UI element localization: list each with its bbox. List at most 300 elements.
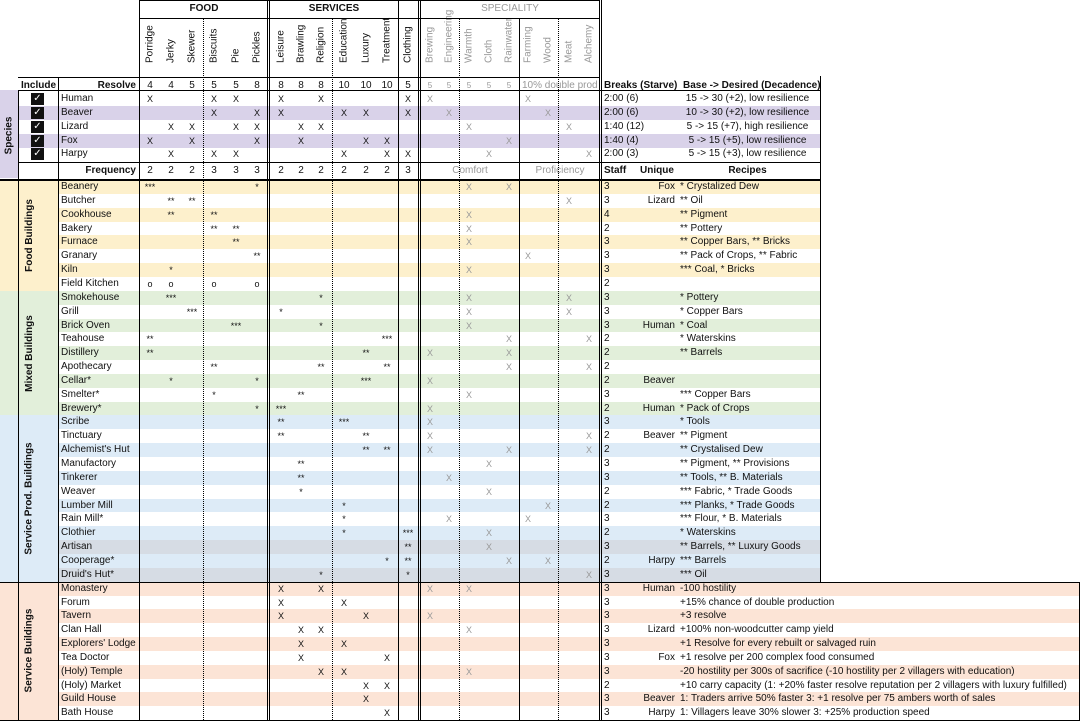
building-name: Smelter*	[61, 388, 100, 400]
grid-line	[418, 0, 421, 720]
building-name: Kiln	[61, 264, 78, 276]
building-speciality-mark: X	[524, 514, 531, 525]
species-desired: 5 -> 15 (+7), high resilience	[686, 120, 809, 132]
column-header-pickles[interactable]	[247, 18, 267, 74]
building-staff: 3	[604, 388, 610, 400]
building-food-mark: *	[255, 403, 259, 414]
building-recipes: * Pack of Crops	[680, 402, 750, 414]
column-header-label: Brawling	[295, 24, 307, 63]
column-header-clothing[interactable]	[398, 18, 418, 74]
building-food-mark: *	[169, 375, 173, 386]
building-speciality-mark: X	[426, 583, 433, 594]
grid-line	[0, 179, 820, 181]
building-unique: Fox	[658, 181, 675, 192]
building-recipes: *** Flour, * B. Materials	[680, 513, 782, 525]
building-food-mark: *	[212, 389, 216, 400]
column-header-brawling[interactable]	[291, 18, 311, 74]
building-recipes: * Crystalized Dew	[680, 181, 759, 192]
frequency-value: 3	[211, 165, 217, 177]
include-checkbox[interactable]: ✓	[31, 121, 44, 133]
species-food-mark: X	[167, 121, 174, 132]
building-speciality-mark: X	[485, 542, 492, 553]
building-service-mark: **	[297, 389, 305, 400]
building-recipes: -100 hostility	[680, 582, 737, 594]
column-header-warmth[interactable]	[459, 18, 479, 74]
building-service-mark: ***	[381, 334, 393, 345]
building-service-mark: **	[277, 431, 285, 442]
building-staff: 3	[604, 610, 610, 622]
building-recipes: +3 resolve	[680, 610, 727, 622]
building-recipes: ** Barrels, ** Luxury Goods	[680, 541, 801, 553]
building-name: Clan Hall	[61, 624, 102, 636]
column-header-porridge[interactable]	[140, 18, 160, 74]
building-recipes: * Waterskins	[680, 333, 736, 345]
column-header-label: Clothing	[402, 26, 414, 63]
building-food-mark: **	[210, 362, 218, 373]
building-row-band	[0, 596, 1080, 610]
building-staff: 3	[604, 236, 610, 248]
building-unique: Fox	[658, 651, 675, 663]
building-staff: 3	[604, 596, 610, 608]
building-speciality-mark: X	[465, 223, 472, 234]
grid-line	[18, 162, 820, 163]
building-service-mark: *	[299, 486, 303, 497]
building-staff: 3	[604, 707, 610, 719]
building-speciality-mark: X	[465, 306, 472, 317]
building-recipes: * Pottery	[680, 291, 719, 303]
building-staff: 2	[604, 374, 610, 386]
resolve-value: 10	[360, 80, 372, 91]
building-staff: 4	[604, 208, 610, 220]
grid-line	[139, 0, 140, 720]
species-service-mark: X	[297, 135, 304, 146]
resolve-value: 5	[466, 81, 472, 90]
column-header-label: Education	[338, 18, 350, 63]
column-header-label: Leisure	[275, 30, 287, 63]
species-service-mark: X	[317, 121, 324, 132]
resolve-value: 8	[298, 80, 304, 91]
building-name: Granary	[61, 250, 98, 262]
building-speciality-mark: X	[465, 292, 472, 303]
building-speciality-mark: X	[505, 445, 512, 456]
building-food-mark: **	[232, 223, 240, 234]
building-row-band	[0, 637, 1080, 651]
resolve-value: 4	[168, 80, 174, 91]
resolve-value: 5	[446, 81, 452, 90]
column-header-label: Biscuits	[208, 28, 220, 63]
column-header-label: Treatment	[381, 17, 393, 63]
resolve-value: 5	[405, 80, 411, 91]
building-name: Weaver	[61, 485, 96, 497]
column-header-wood[interactable]	[538, 18, 558, 74]
building-recipes: 1: Villagers leave 30% slower 3: +25% production speed	[680, 707, 930, 719]
building-name: Teahouse	[61, 333, 105, 345]
resolve-value: 5	[189, 80, 195, 91]
building-food-mark: o	[168, 278, 174, 289]
column-header-education[interactable]	[334, 18, 354, 74]
frequency-value: 2	[168, 165, 174, 177]
building-recipes: ** Crystalised Dew	[680, 444, 763, 456]
building-row-band	[0, 360, 820, 374]
building-speciality-mark: X	[505, 182, 512, 192]
building-service-mark: **	[362, 431, 370, 442]
resolve-value: 8	[254, 80, 260, 91]
building-food-mark: **	[188, 195, 196, 206]
building-recipes: +10 carry capacity (1: +20% faster resolve reputation per 2 villagers with luxury fulfilled)	[680, 679, 1067, 691]
building-speciality-mark: X	[585, 362, 592, 373]
section-label	[0, 582, 58, 721]
species-speciality-mark: X	[426, 94, 433, 104]
species-service-mark: X	[404, 149, 411, 160]
building-staff: 3	[604, 638, 610, 650]
grid-line	[332, 18, 333, 720]
building-staff: 3	[604, 582, 610, 594]
species-food-mark: X	[210, 107, 217, 118]
building-recipes: ** Tools, ** B. Materials	[680, 471, 783, 483]
building-speciality-mark: X	[565, 292, 572, 303]
building-recipes: ** Pigment	[680, 208, 728, 220]
include-header: Include	[21, 80, 57, 91]
building-recipes: * Copper Bars	[680, 305, 743, 317]
building-staff: 3	[604, 471, 610, 483]
frequency-label: Frequency	[85, 165, 136, 177]
species-food-mark: X	[210, 94, 217, 104]
building-name: Lumber Mill	[61, 499, 113, 511]
building-name: (Holy) Temple	[61, 665, 123, 677]
building-staff: 3	[604, 568, 610, 580]
building-food-mark: **	[210, 223, 218, 234]
building-service-mark: **	[383, 362, 391, 373]
species-breaks: 2:00 (6)	[604, 93, 639, 104]
building-name: Brick Oven	[61, 319, 110, 331]
building-speciality-mark: X	[465, 625, 472, 636]
building-name: Druid's Hut*	[61, 568, 115, 580]
frequency-value: 2	[189, 165, 195, 177]
building-name: Grill	[61, 305, 79, 317]
building-recipes: ** Copper Bars, ** Bricks	[680, 236, 791, 248]
building-speciality-mark: X	[465, 389, 472, 400]
include-checkbox[interactable]: ✓	[31, 93, 44, 105]
building-name: Bath House	[61, 707, 114, 719]
building-staff: 2	[604, 402, 610, 414]
building-service-mark: X	[317, 583, 324, 594]
building-recipes: *** Fabric, * Trade Goods	[680, 485, 793, 497]
species-service-mark: X	[404, 94, 411, 104]
building-service-mark: **	[383, 445, 391, 456]
building-speciality-mark: X	[505, 362, 512, 373]
column-header-rainwater[interactable]	[499, 18, 519, 74]
building-food-mark: **	[232, 237, 240, 248]
column-header-label: Farming	[522, 26, 534, 63]
building-food-mark: *	[169, 265, 173, 276]
species-name: Fox	[61, 134, 78, 146]
species-service-mark: X	[362, 107, 369, 118]
building-speciality-mark: X	[485, 459, 492, 469]
building-service-mark: **	[317, 362, 325, 373]
section-label	[0, 291, 58, 416]
building-staff: 3	[604, 194, 610, 206]
frequency-value: 3	[405, 165, 411, 177]
building-speciality-mark: X	[485, 486, 492, 497]
building-name: Apothecary	[61, 361, 112, 373]
building-service-mark: X	[362, 611, 369, 622]
building-service-mark: *	[385, 555, 389, 566]
building-speciality-mark: X	[544, 555, 551, 566]
species-service-mark: X	[404, 107, 411, 118]
building-food-mark: ***	[144, 182, 156, 192]
building-speciality-mark: X	[465, 265, 472, 276]
species-food-mark: X	[167, 149, 174, 160]
resolve-value: 8	[318, 80, 324, 91]
species-food-mark: X	[253, 135, 260, 146]
grid-line	[459, 18, 460, 720]
building-name: Artisan	[61, 541, 93, 553]
building-speciality-mark: X	[544, 500, 551, 511]
building-staff: 3	[604, 250, 610, 262]
building-speciality-mark: X	[465, 209, 472, 220]
building-recipes: *** Coal, * Bricks	[680, 264, 755, 276]
building-service-mark: X	[277, 611, 284, 622]
building-staff: 2	[604, 527, 610, 539]
building-name: Tinkerer	[61, 471, 98, 483]
base-desired-header: Base -> Desired (Decadence)	[683, 80, 821, 91]
building-speciality-mark: X	[445, 514, 452, 525]
building-food-mark: o	[147, 278, 153, 289]
recipes-header: Recipes	[728, 165, 767, 177]
include-checkbox[interactable]: ✓	[31, 148, 44, 160]
building-recipes: +100% non-woodcutter camp yield	[680, 624, 834, 636]
building-food-mark: **	[146, 348, 154, 359]
building-service-mark: *	[279, 306, 283, 317]
building-name: Tavern	[61, 610, 92, 622]
building-service-mark: X	[362, 694, 369, 705]
grid-line	[820, 76, 821, 582]
species-food-mark: X	[253, 121, 260, 132]
column-header-label: Pickles	[251, 31, 263, 63]
building-speciality-mark: X	[505, 555, 512, 566]
section-label-text: Food Buildings	[23, 199, 35, 272]
building-service-mark: **	[362, 445, 370, 456]
frequency-value: 3	[254, 165, 260, 177]
species-service-mark: X	[383, 135, 390, 146]
include-checkbox[interactable]: ✓	[31, 135, 44, 147]
building-name: Furnace	[61, 236, 98, 248]
building-recipes: *** Barrels	[680, 554, 727, 566]
building-service-mark: X	[317, 625, 324, 636]
building-recipes: ** Barrels	[680, 347, 723, 359]
building-staff: 2	[604, 361, 610, 373]
species-speciality-mark: X	[445, 107, 452, 118]
proficiency-label: Proficiency	[535, 165, 585, 177]
grid-line	[203, 18, 204, 720]
column-header-brewing[interactable]	[420, 18, 440, 74]
building-unique: Lizard	[647, 194, 675, 206]
grid-line	[267, 0, 270, 720]
building-food-mark: **	[253, 251, 261, 262]
building-staff: 3	[604, 458, 610, 469]
column-header-luxury[interactable]	[356, 18, 376, 74]
column-header-label: Meat	[563, 40, 575, 63]
column-header-label: Engineering	[443, 9, 455, 63]
column-header-farming[interactable]	[518, 18, 538, 74]
species-breaks: 1:40 (4)	[604, 134, 639, 146]
building-speciality-mark: X	[465, 320, 472, 331]
building-service-mark: X	[340, 639, 347, 650]
section-label-text: Service Prod. Buildings	[23, 442, 35, 555]
species-desired: 5 -> 15 (+5), low resilience	[688, 134, 807, 146]
building-unique: Beaver	[643, 693, 675, 705]
building-speciality-mark: X	[426, 445, 433, 456]
building-speciality-mark: X	[565, 195, 572, 206]
building-unique: Harpy	[648, 554, 675, 566]
building-speciality-mark: X	[426, 611, 433, 622]
building-unique: Lizard	[647, 624, 675, 636]
building-service-mark: ***	[402, 528, 414, 539]
building-staff: 3	[604, 651, 610, 663]
building-food-mark: **	[210, 209, 218, 220]
species-desired: 10 -> 30 (+2), low resilience	[685, 106, 810, 118]
column-header-religion[interactable]	[311, 18, 331, 74]
species-name: Human	[61, 93, 94, 104]
building-speciality-mark: X	[585, 334, 592, 345]
building-recipes: * Tools	[680, 416, 710, 428]
building-staff: 3	[604, 541, 610, 553]
building-name: Beanery	[61, 181, 99, 192]
building-recipes: *** Copper Bars	[680, 388, 751, 400]
building-speciality-mark: X	[426, 431, 433, 442]
building-service-mark: **	[362, 348, 370, 359]
building-row-band	[0, 623, 1080, 637]
species-speciality-mark: X	[565, 121, 572, 132]
species-speciality-mark: X	[544, 107, 551, 118]
building-staff: 2	[604, 277, 610, 289]
building-name: Tinctuary	[61, 430, 102, 442]
building-speciality-mark: X	[565, 306, 572, 317]
grid-line	[558, 18, 559, 720]
building-food-mark: *	[255, 375, 259, 386]
grid-line	[139, 18, 600, 19]
building-recipes: ** Pottery	[680, 222, 723, 234]
resolve-value: 5	[486, 81, 492, 90]
building-service-mark: X	[340, 666, 347, 677]
column-header-leisure[interactable]	[271, 18, 291, 74]
building-name: Rain Mill*	[61, 513, 104, 525]
building-name: Bakery	[61, 222, 93, 234]
column-header-label: Religion	[315, 26, 327, 63]
building-speciality-mark: X	[585, 431, 592, 442]
building-staff: 2	[604, 499, 610, 511]
column-header-treatment[interactable]	[377, 18, 397, 74]
building-service-mark: *	[342, 500, 346, 511]
frequency-value: 2	[384, 165, 390, 177]
column-header-skewer[interactable]	[182, 18, 202, 74]
column-header-label: Alchemy	[583, 24, 595, 63]
building-staff: 2	[604, 333, 610, 345]
resolve-value: 10	[381, 80, 393, 91]
building-name: Butcher	[61, 194, 96, 206]
building-speciality-mark: X	[485, 528, 492, 539]
resolve-value: 5	[233, 80, 239, 91]
species-service-mark: X	[340, 149, 347, 160]
resolve-value: 5	[427, 81, 433, 90]
frequency-value: 2	[147, 165, 153, 177]
species-food-mark: X	[232, 94, 239, 104]
building-unique: Beaver	[643, 374, 675, 386]
species-speciality-mark: X	[524, 94, 531, 104]
building-row-band	[0, 277, 820, 291]
frequency-value: 2	[363, 165, 369, 177]
building-name: Tea Doctor	[61, 651, 110, 663]
building-row-band	[0, 651, 1080, 665]
building-speciality-mark: X	[465, 182, 472, 192]
column-header-label: Warmth	[463, 28, 475, 63]
species-name: Harpy	[61, 148, 88, 160]
species-service-mark: X	[362, 135, 369, 146]
species-food-mark: X	[210, 149, 217, 160]
building-recipes: ** Oil	[680, 194, 703, 206]
column-header-biscuits[interactable]	[204, 18, 224, 74]
building-recipes: ** Pigment	[680, 430, 728, 442]
resolve-value: 5	[211, 80, 217, 91]
building-service-mark: *	[406, 569, 410, 580]
species-service-mark: X	[340, 107, 347, 118]
section-label	[0, 415, 58, 581]
building-food-mark: **	[146, 334, 154, 345]
species-desired: 5 -> 15 (+3), low resilience	[688, 148, 807, 160]
species-label-text: Species	[3, 116, 15, 155]
building-unique: Beaver	[643, 430, 675, 442]
building-staff: 3	[604, 693, 610, 705]
frequency-value: 2	[298, 165, 304, 177]
building-food-mark: ***	[186, 306, 198, 317]
building-row-band	[0, 582, 1080, 596]
building-recipes: ** Pigment, ** Provisions	[680, 458, 790, 469]
column-header-label: Jerky	[165, 39, 177, 63]
include-checkbox[interactable]: ✓	[31, 107, 44, 119]
building-service-mark: X	[383, 680, 390, 691]
double-prod-label: 10% double prod	[522, 80, 598, 91]
column-header-meat[interactable]	[559, 18, 579, 74]
comfort-label: Comfort	[452, 165, 488, 177]
building-service-mark: *	[319, 320, 323, 331]
building-name: Monastery	[61, 582, 108, 594]
building-staff: 3	[604, 416, 610, 428]
column-header-alchemy[interactable]	[579, 18, 599, 74]
building-row-band	[0, 374, 820, 388]
species-food-mark: X	[232, 149, 239, 160]
species-service-mark: X	[383, 149, 390, 160]
building-speciality-mark: X	[524, 251, 531, 262]
species-speciality-mark: X	[485, 149, 492, 160]
species-service-mark: X	[277, 94, 284, 104]
building-service-mark: ***	[338, 417, 350, 428]
column-header-pie[interactable]	[226, 18, 246, 74]
section-label-text: Service Buildings	[23, 608, 35, 693]
column-header-jerky[interactable]	[161, 18, 181, 74]
building-service-mark: *	[342, 514, 346, 525]
species-food-mark: X	[146, 94, 153, 104]
building-staff: 2	[604, 444, 610, 456]
building-service-mark: X	[383, 652, 390, 663]
column-header-cloth[interactable]	[479, 18, 499, 74]
building-recipes: +15% chance of double production	[680, 596, 835, 608]
building-name: Clothier	[61, 527, 96, 539]
building-speciality-mark: X	[426, 348, 433, 359]
column-header-engineering[interactable]	[439, 9, 459, 74]
building-recipes: +1 resolve per 200 complex food consumed	[680, 651, 875, 663]
species-service-mark: X	[317, 94, 324, 104]
section-label-text: Mixed Buildings	[23, 314, 35, 392]
